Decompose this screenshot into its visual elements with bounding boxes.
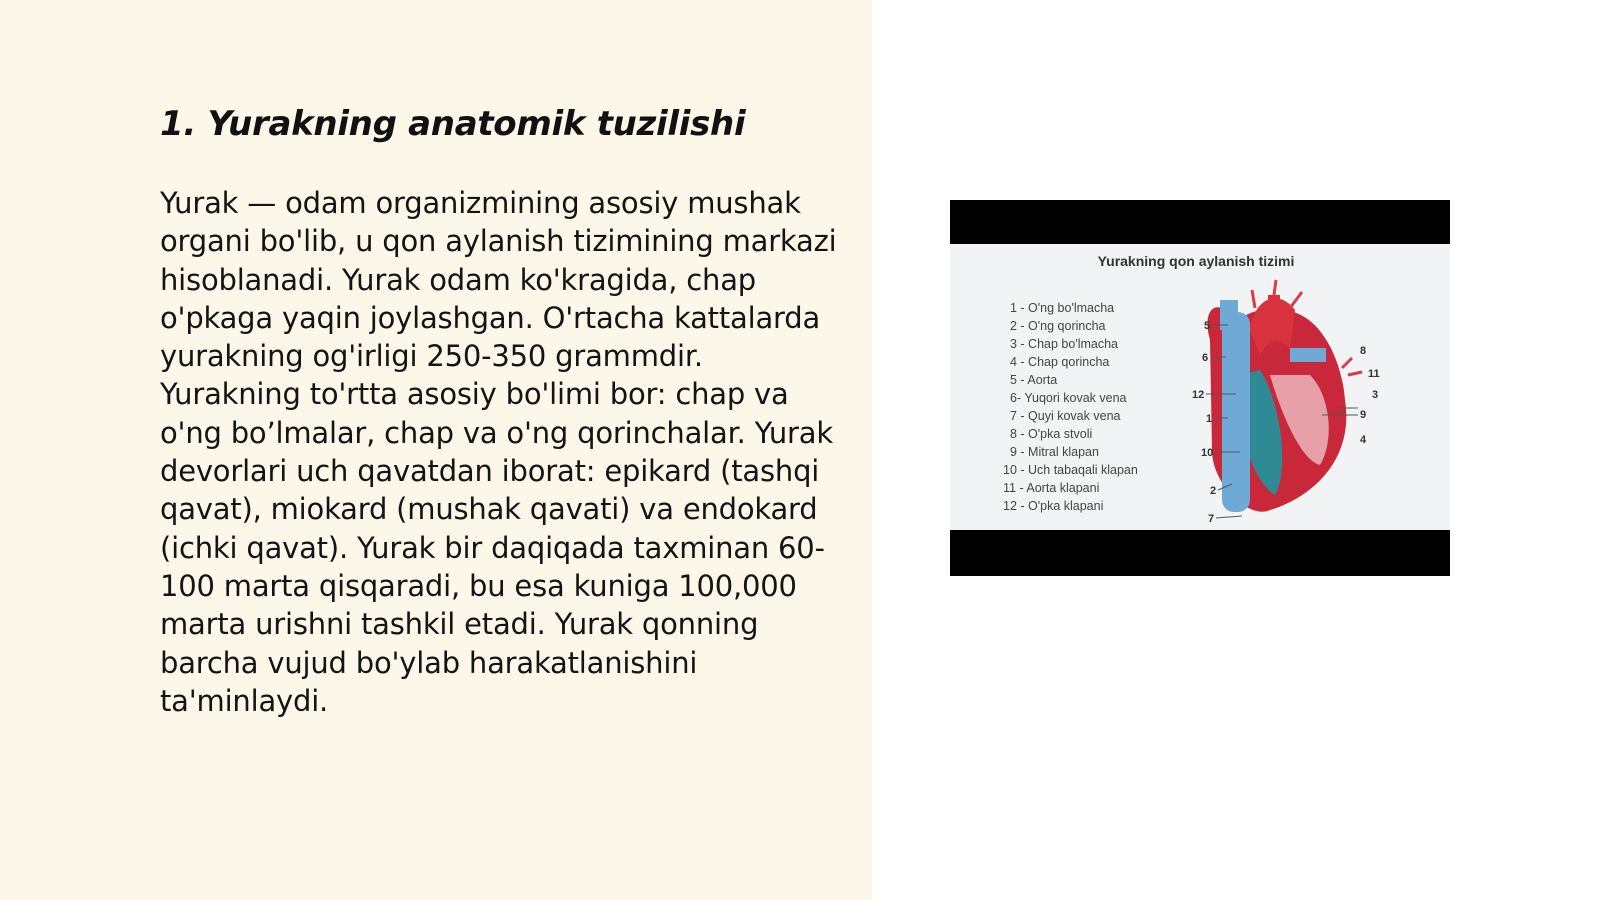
marker-label: 12 [1192, 389, 1205, 401]
marker-label: 8 [1360, 345, 1367, 357]
legend-item: 1 - O'ng bo'lmacha [1010, 301, 1115, 315]
legend-item: 6- Yuqori kovak vena [1010, 391, 1127, 405]
marker-label: 6 [1202, 352, 1209, 364]
marker-label: 2 [1210, 485, 1217, 497]
heart-diagram-image [950, 200, 1450, 576]
marker-label: 3 [1372, 389, 1379, 401]
legend-item: 9 - Mitral klapan [1010, 445, 1099, 459]
slide-body-text: Yurak — odam organizmining asosiy mushak organi bo'lib, u qon aylanish tizimining markazi hisoblanadi. Yurak odam ko'kragida, chap o'pkaga yaqin joylashgan. O'rtacha kattalarda yurakning og'irligi 250-350 grammdir. Yurakning to'rtta asosiy bo'limi bor: chap va o'ng bo’lmalar, chap va o'ng qorinchalar. Yurak devorlari uch qavatdan iborat: epikard (tashqi qavat), miokard (mushak qavati) va endokard (ichki qavat). Yurak bir daqiqada taxminan 60-100 marta qisqaradi, bu esa kuniga 100,000 marta urishni tashkil etadi. Yurak qonning barcha vujud bo'ylab harakatlanishini ta'minlaydi. [160, 186, 837, 718]
legend-item: 10 - Uch tabaqali klapan [1003, 463, 1138, 477]
marker-label: 1 [1206, 413, 1213, 425]
marker-label: 9 [1360, 409, 1367, 421]
legend-item: 5 - Aorta [1010, 373, 1058, 387]
slide-title: 1. Yurakning anatomik tuzilishi [160, 104, 746, 144]
legend-item: 8 - O'pka stvoli [1010, 427, 1093, 441]
diagram-caption: Yurakning qon aylanish tizimi [1097, 253, 1295, 269]
legend-item: 7 - Quyi kovak vena [1010, 409, 1121, 423]
marker-label: 7 [1208, 513, 1215, 525]
legend-item: 3 - Chap bo'lmacha [1010, 337, 1119, 351]
legend-item: 4 - Chap qorincha [1010, 355, 1110, 369]
marker-label: 10 [1201, 447, 1214, 459]
marker-label: 4 [1360, 434, 1367, 446]
legend-item: 2 - O'ng qorincha [1010, 319, 1106, 333]
legend-item: 11 - Aorta klapani [1003, 481, 1100, 495]
marker-label: 11 [1368, 368, 1380, 380]
marker-label: 5 [1204, 320, 1211, 332]
legend-item: 12 - O'pka klapani [1003, 499, 1104, 513]
